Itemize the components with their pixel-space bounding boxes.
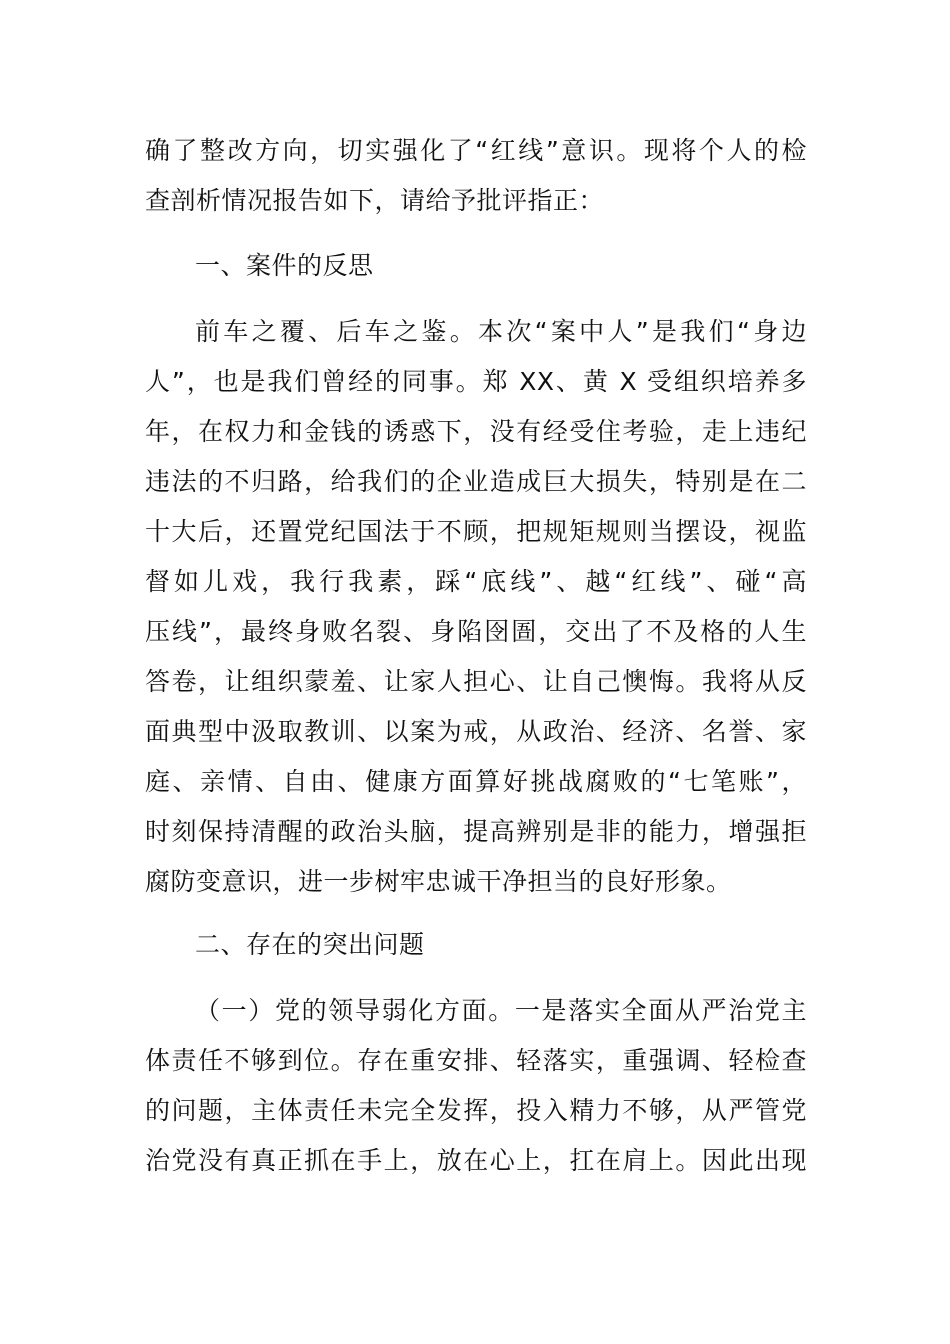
text-line: 人”，也是我们曾经的同事。郑 XX、黄 X 受组织培养多 [145, 367, 807, 396]
text-line: 答卷，让组织蒙羞、让家人担心、让自己懊悔。我将从反 [145, 667, 807, 696]
reflection-paragraph [145, 307, 807, 907]
intro-paragraph [145, 126, 807, 226]
text-line: （一）党的领导弱化方面。一是落实全面从严治党主 [195, 996, 807, 1025]
text-line: 压线”，最终身败名裂、身陷囹圄，交出了不及格的人生 [145, 617, 807, 646]
text-line: 时刻保持清醒的政治头脑，提高辨别是非的能力，增强拒 [145, 817, 807, 846]
text-line: 违法的不归路，给我们的企业造成巨大损失，特别是在二 [145, 467, 807, 496]
problems-paragraph [145, 986, 807, 1186]
text-line: 体责任不够到位。存在重安排、轻落实，重强调、轻检查 [145, 1046, 807, 1075]
text-line: 确了整改方向，切实强化了“红线”意识。现将个人的检 [145, 136, 807, 165]
text-line: 治党没有真正抓在手上，放在心上，扛在肩上。因此出现 [145, 1146, 807, 1175]
text-line: 十大后，还置党纪国法于不顾，把规矩规则当摆设，视监 [145, 517, 807, 546]
text-line: 督如儿戏，我行我素，踩“底线”、越“红线”、碰“高 [145, 567, 807, 596]
section-heading-reflection: 一、案件的反思 [195, 251, 374, 280]
text-line: 前车之覆、后车之鉴。本次“案中人”是我们“身边 [195, 317, 807, 346]
text-line: 年，在权力和金钱的诱惑下，没有经受住考验，走上违纪 [145, 417, 807, 446]
text-line: 的问题，主体责任未完全发挥，投入精力不够，从严管党 [145, 1096, 807, 1125]
text-line: 面典型中汲取教训、以案为戒，从政治、经济、名誉、家 [145, 717, 807, 746]
text-line: 庭、亲情、自由、健康方面算好挑战腐败的“七笔账”， [145, 767, 807, 796]
section-heading-problems: 二、存在的突出问题 [195, 930, 425, 959]
text-line: 查剖析情况报告如下，请给予批评指正： [145, 186, 605, 215]
text-line: 腐防变意识，进一步树牢忠诚干净担当的良好形象。 [145, 867, 732, 896]
